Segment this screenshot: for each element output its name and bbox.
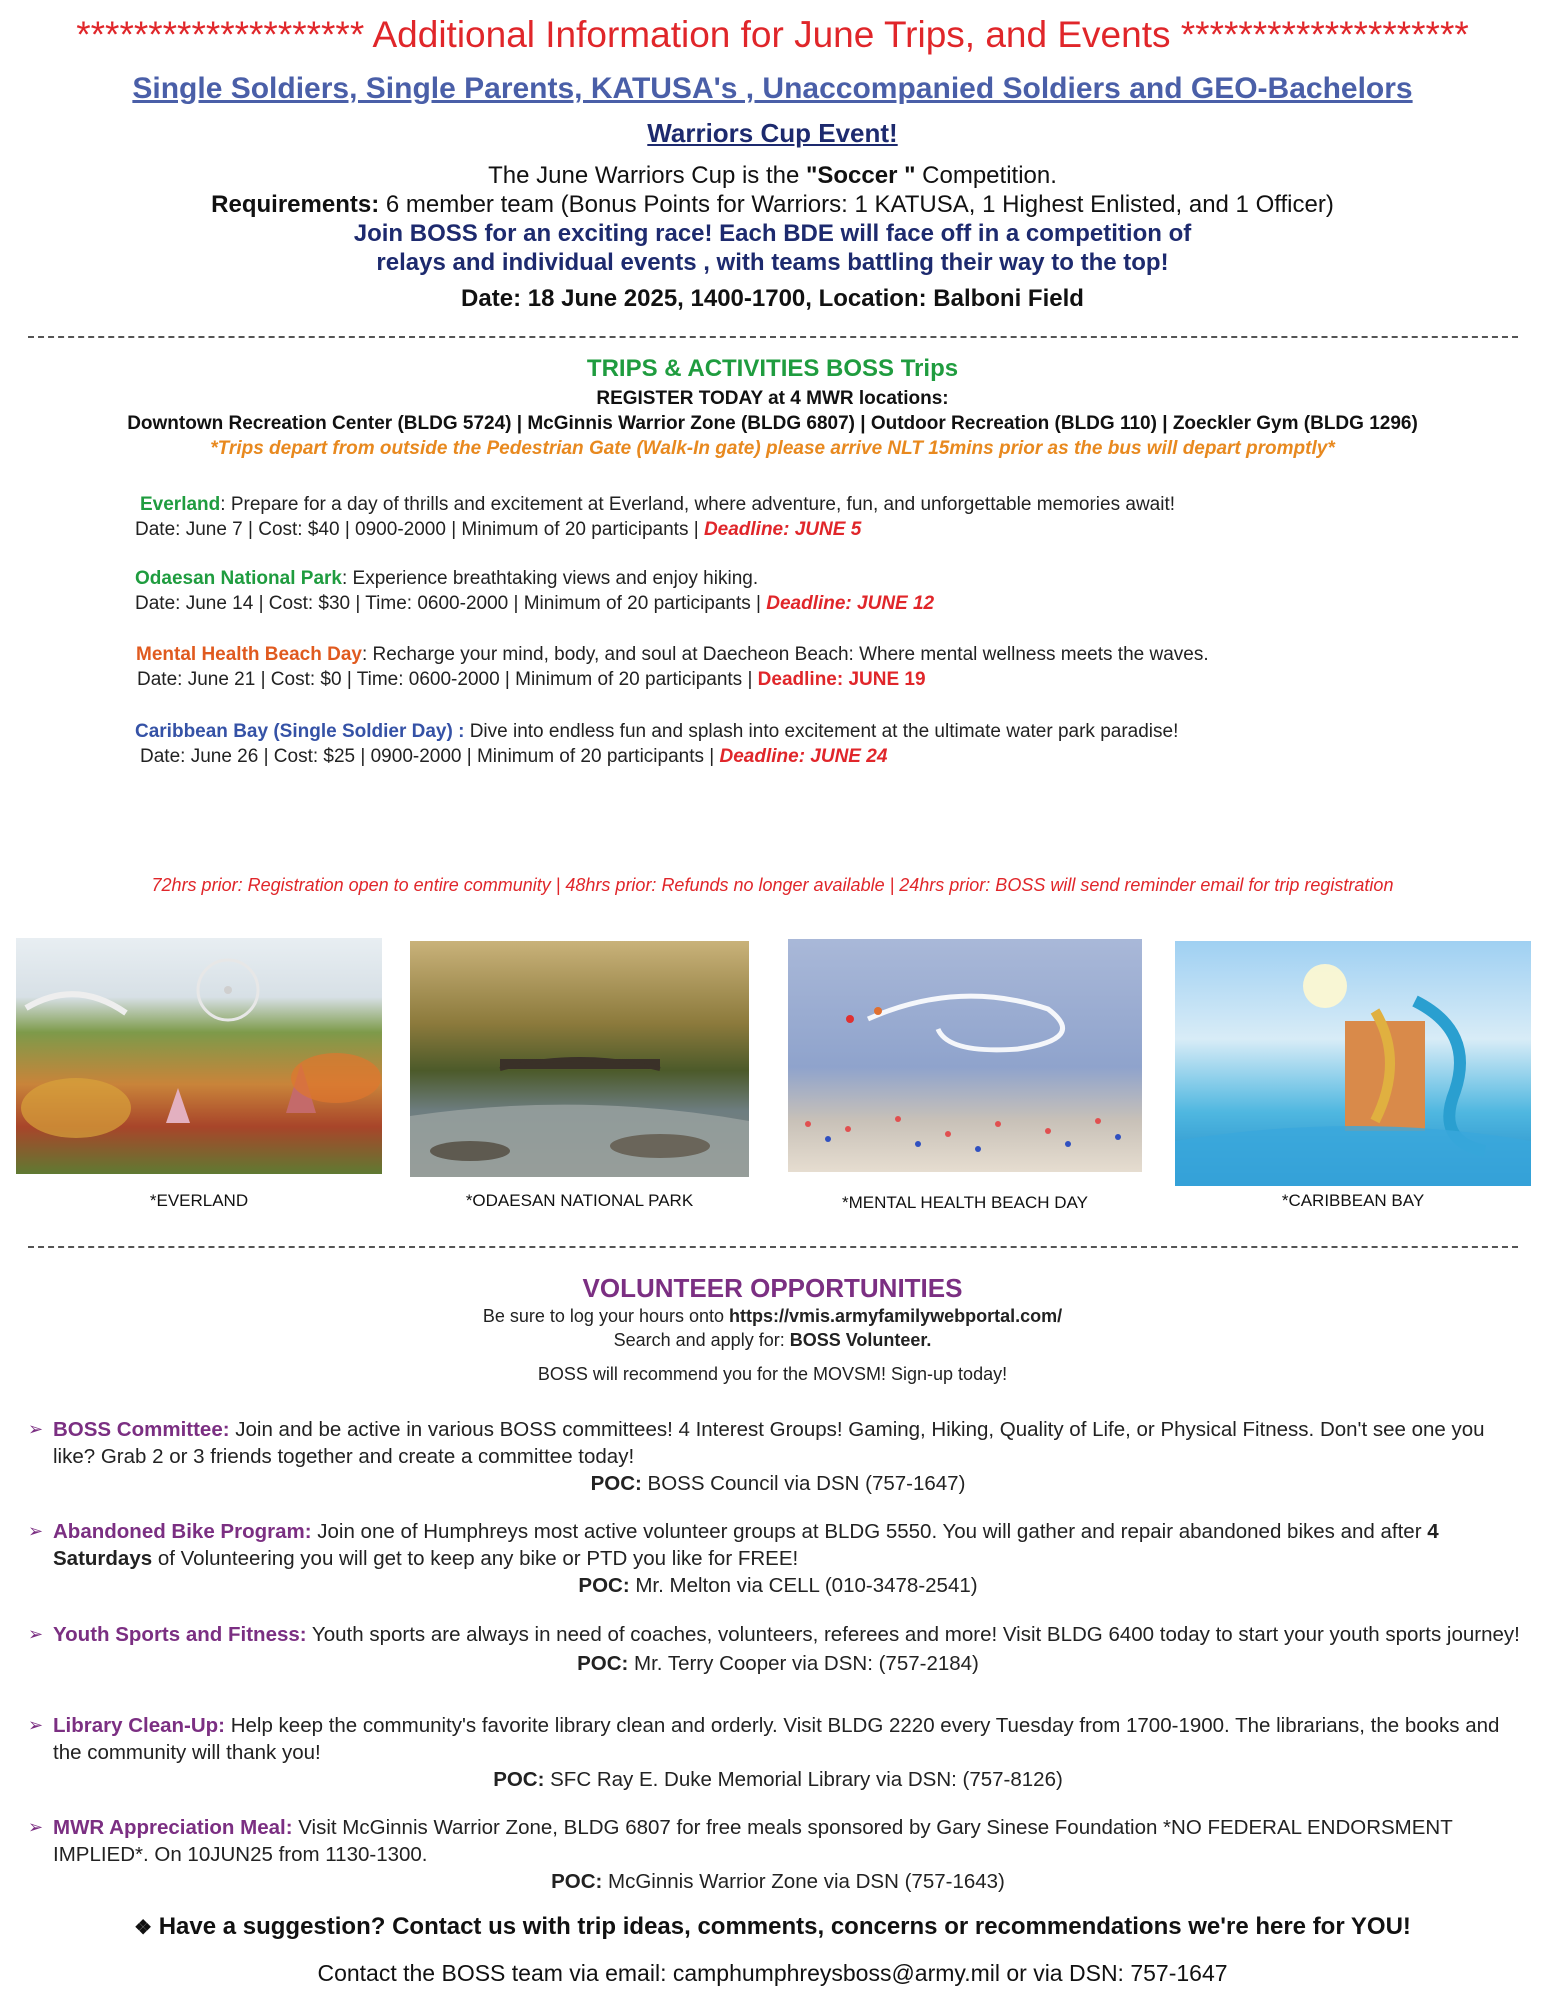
vmis-link[interactable]: https://vmis.armyfamilywebportal.com/ [729, 1306, 1063, 1326]
poc-line: POC: McGinnis Warrior Zone via DSN (757-1643) [551, 1870, 1005, 1893]
photo-caption: *ODAESAN NATIONAL PARK [465, 1191, 694, 1210]
poc-line: POC: Mr. Terry Cooper via DSN: (757-2184) [577, 1652, 979, 1675]
search-note: Search and apply for: BOSS Volunteer. [613, 1330, 932, 1350]
poc-line: POC: SFC Ray E. Duke Memorial Library via DSN: (757-8126) [493, 1768, 1063, 1791]
registration-policy: 72hrs prior: Registration open to entire community | 48hrs prior: Refunds no longer available | 24hrs prior: BOSS will send reminder email for trip registration [151, 875, 1394, 895]
volunteer-item: ➢ Library Clean-Up: Help keep the community's favorite library clean and orderly. Visit BLDG 2220 every Tuesday from 1700-1900. The librarians, the books and the community will thank you! POC: SFC Ray E. Duke Memorial Library via DSN: (757-8126) [28, 1712, 1528, 1793]
caribbean-bay-photo-art [1175, 941, 1531, 1186]
title-text: Additional Information for June Trips, and Events [372, 14, 1171, 55]
photo-caption: *EVERLAND [149, 1191, 249, 1210]
everland-photo-art [16, 938, 382, 1174]
beach-photo-art [788, 939, 1142, 1172]
trip-name: Everland [140, 494, 221, 515]
trip-item: Everland: Prepare for a day of thrills and excitement at Everland, where adventure, fun, and unforgettable memories await! Date: June 7 | Cost: $40 | 0900-2000 | Minimum of 20 participants | Deadline: JUNE 5 [135, 494, 1176, 540]
arrow-bullet-icon: ➢ [28, 1521, 44, 1541]
trip-deadline: Deadline: JUNE 5 [703, 519, 862, 540]
trips-heading: TRIPS & ACTIVITIES BOSS Trips [586, 355, 959, 382]
title-stars-left: ******************** [76, 14, 365, 55]
photo-caption: *MENTAL HEALTH BEACH DAY [842, 1193, 1088, 1212]
mwr-locations: Downtown Recreation Center (BLDG 5724) | McGinnis Warrior Zone (BLDG 6807) | Outdoor Recreation (BLDG 110) | Zoeckler Gym (BLDG 1296) [127, 413, 1418, 434]
trip-name: Mental Health Beach Day [136, 644, 362, 665]
event-title: Warriors Cup Event! [647, 118, 898, 148]
volunteer-item: ➢ MWR Appreciation Meal: Visit McGinnis Warrior Zone, BLDG 6807 for free meals sponsored by Gary Sinese Foundation *NO FEDERAL ENDORSMENT IMPLIED*. On 10JUN25 from 1130-1300. POC: McGinnis Warrior Zone via DSN (757-1643) [28, 1814, 1528, 1895]
page-title [0, 14, 1545, 56]
depart-note: *Trips depart from outside the Pedestrian Gate (Walk-In gate) please arrive NLT 15mins prior as the bus will depart promptly* [210, 438, 1335, 459]
volunteer-item-name: Library Clean-Up: [53, 1714, 225, 1737]
title-stars-right: ******************** [1180, 14, 1469, 55]
trip-name: Odaesan National Park [135, 568, 342, 589]
suggestion-line: ❖ Have a suggestion? Contact us with trip ideas, comments, concerns or recommendations we're here for YOU! [134, 1913, 1411, 1940]
volunteer-item-name: MWR Appreciation Meal: [53, 1816, 293, 1839]
volunteer-item-name: Abandoned Bike Program: [53, 1520, 312, 1543]
log-hours-note: Be sure to log your hours onto https://vmis.armyfamilywebportal.com/ [482, 1306, 1063, 1326]
cup-join-line-2: relays and individual events , with teams battling their way to the top! [376, 249, 1169, 276]
cup-join-line-1: Join BOSS for an exciting race! Each BDE will face off in a competition of [353, 220, 1192, 247]
odaesan-photo-art [410, 941, 749, 1177]
volunteer-item-name: Youth Sports and Fitness: [53, 1623, 307, 1646]
contact-line: Contact the BOSS team via email: camphumphreysboss@army.mil or via DSN: 757-1647 [317, 1960, 1228, 1986]
divider [28, 336, 1518, 338]
movsm-note: BOSS will recommend you for the MOVSM! Sign-up today! [537, 1364, 1008, 1384]
beach-photo [788, 939, 1142, 1172]
trip-item: Mental Health Beach Day: Recharge your mind, body, and soul at Daecheon Beach: Where mental wellness meets the waves. Date: June 21 | Cost: $0 | Time: 0600-2000 | Minimum of 20 participants | Deadline: JUNE 19 [136, 644, 1209, 690]
volunteer-item: ➢ Youth Sports and Fitness: Youth sports are always in need of coaches, volunteers, referees and more! Visit BLDG 6400 today to start your youth sports journey! POC: Mr. Terry Cooper via DSN: (757-2184) [28, 1621, 1528, 1677]
cup-description: The June Warriors Cup is the "Soccer " Competition. [488, 162, 1057, 189]
caribbean-bay-photo [1175, 941, 1531, 1186]
poc-line: POC: BOSS Council via DSN (757-1647) [590, 1472, 966, 1495]
photo-caption: *CARIBBEAN BAY [1281, 1191, 1425, 1210]
trip-deadline: Deadline: JUNE 12 [766, 593, 935, 614]
trip-deadline: Deadline: JUNE 19 [757, 669, 926, 690]
trip-item: Caribbean Bay (Single Soldier Day) : Dive into endless fun and splash into excitement at the ultimate water park paradise! Date: June 26 | Cost: $25 | 0900-2000 | Minimum of 20 participants | Deadline: JUNE 24 [135, 721, 1179, 767]
trip-name: Caribbean Bay (Single Soldier Day) : [135, 721, 465, 742]
poc-line: POC: Mr. Melton via CELL (010-3478-2541) [578, 1574, 978, 1597]
divider [28, 1246, 1518, 1248]
everland-photo [16, 938, 382, 1174]
register-note: REGISTER TODAY at 4 MWR locations: [596, 388, 949, 409]
volunteer-heading: VOLUNTEER OPPORTUNITIES [582, 1273, 963, 1303]
volunteer-item: ➢ Abandoned Bike Program: Join one of Humphreys most active volunteer groups at BLDG 5550. You will gather and repair abandoned bikes and after 4 Saturdays of Volunteering you will get to keep any bike or PTD you like for FREE! POC: Mr. Melton via CELL (010-3478-2541) [28, 1518, 1528, 1599]
odaesan-photo [410, 941, 749, 1177]
arrow-bullet-icon: ➢ [28, 1624, 44, 1644]
trip-deadline: Deadline: JUNE 24 [719, 746, 888, 767]
trip-item: Odaesan National Park: Experience breathtaking views and enjoy hiking. Date: June 14 | Cost: $30 | Time: 0600-2000 | Minimum of 20 participants | Deadline: JUNE 12 [135, 568, 935, 614]
cup-date-location: Date: 18 June 2025, 1400-1700, Location: Balboni Field [461, 285, 1084, 312]
arrow-bullet-icon: ➢ [28, 1419, 44, 1439]
audience-heading: Single Soldiers, Single Parents, KATUSA's , Unaccompanied Soldiers and GEO-Bachelors [132, 72, 1413, 105]
arrow-bullet-icon: ➢ [28, 1715, 44, 1735]
diamond-bullet-icon: ❖ [134, 1917, 153, 1939]
volunteer-item: ➢ BOSS Committee: Join and be active in various BOSS committees! 4 Interest Groups! Gaming, Hiking, Quality of Life, or Physical Fitness. Don't see one you like? Grab 2 or 3 friends together and create a committee today! POC: BOSS Council via DSN (757-1647) [28, 1416, 1528, 1497]
volunteer-item-name: BOSS Committee: [53, 1418, 230, 1441]
arrow-bullet-icon: ➢ [28, 1817, 44, 1837]
cup-requirements: Requirements: 6 member team (Bonus Points for Warriors: 1 KATUSA, 1 Highest Enlisted, and 1 Officer) [211, 191, 1334, 218]
